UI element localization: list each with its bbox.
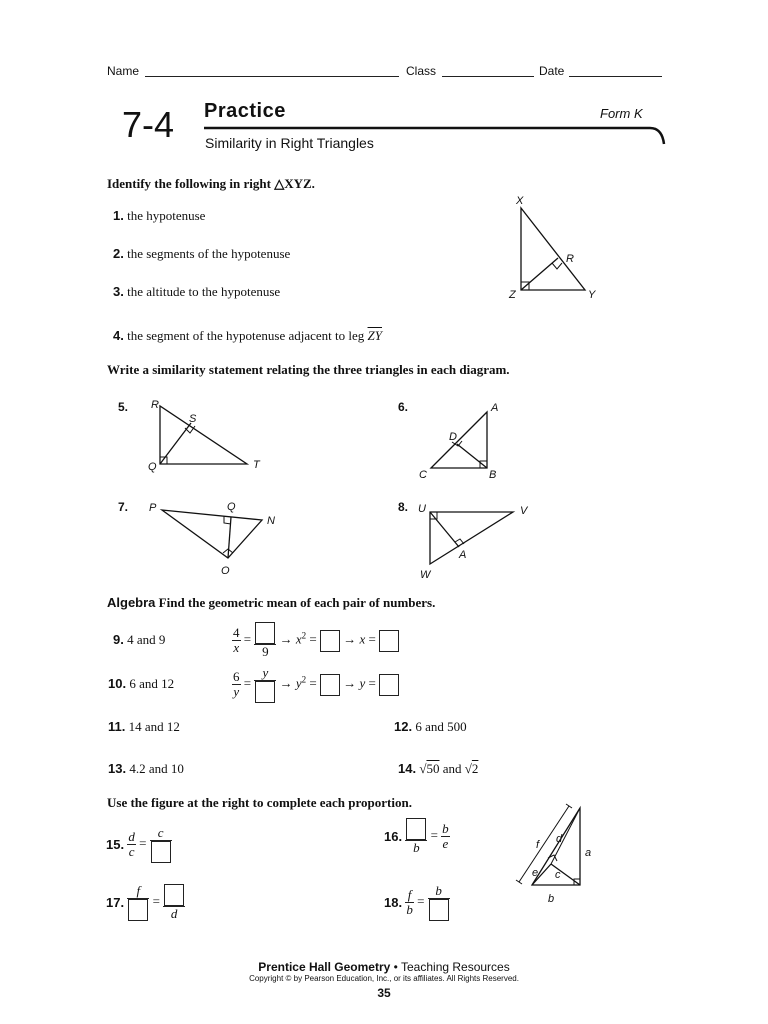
d8-label-a: A	[459, 549, 467, 561]
q9-answer-box-3[interactable]	[379, 630, 399, 652]
class-field[interactable]	[442, 76, 534, 77]
diagram-8	[415, 498, 535, 586]
question-10: 10. 6 and 12	[108, 676, 175, 691]
question-8-number: 8.	[398, 500, 409, 514]
d7-label-n: N	[267, 515, 275, 527]
label-y: Y	[588, 289, 596, 301]
page-number: 35	[377, 986, 391, 1000]
diagram-6	[415, 398, 510, 483]
question-7-number: 7.	[118, 500, 129, 514]
class-label: Class	[406, 64, 437, 78]
question-14: 14. √50 and √2	[398, 761, 479, 776]
form-label: Form K	[600, 106, 643, 121]
d8-label-v: V	[520, 505, 528, 517]
question-16: 16. b = $\frac{b}{e}$	[384, 818, 450, 855]
d5-label-s: S	[189, 413, 197, 425]
question-6-number: 6.	[398, 400, 409, 414]
section2-instruction: Write a similarity statement relating the three triangles in each diagram.	[107, 362, 510, 377]
q10-answer-box-2[interactable]	[320, 674, 340, 696]
fig-label-e: e	[532, 867, 539, 879]
fig-label-f: f	[536, 839, 540, 851]
question-17: 17. f = d	[106, 884, 185, 921]
label-z: Z	[509, 289, 516, 301]
question-2: 2. the segments of the hypotenuse	[113, 246, 291, 261]
question-4: 4. the segment of the hypotenuse adjacent to leg $\overline{ZY}$	[113, 328, 382, 343]
label-r: R	[566, 253, 574, 265]
section3-instruction: Algebra Find the geometric mean of each pair of numbers.	[107, 595, 436, 610]
q16-answer-box[interactable]	[406, 818, 426, 840]
q17-answer-box-2[interactable]	[164, 884, 184, 906]
d7-label-o: O	[221, 565, 230, 577]
d8-label-w: W	[420, 569, 431, 581]
fig-label-b: b	[548, 893, 555, 905]
fig-label-a: a	[585, 847, 592, 859]
fig-label-c: c	[555, 869, 561, 881]
diagram-5	[145, 396, 270, 476]
date-field[interactable]	[569, 76, 662, 77]
q9-answer-box-2[interactable]	[320, 630, 340, 652]
q9-answer-box-1[interactable]	[255, 622, 275, 644]
label-x: X	[516, 195, 524, 207]
q18-answer-box[interactable]	[429, 899, 449, 921]
fig-label-d: d	[556, 833, 563, 845]
question-12: 12. 6 and 500	[394, 719, 467, 734]
d6-label-b: B	[489, 469, 497, 481]
question-5-number: 5.	[118, 400, 129, 414]
question-1: 1. the hypotenuse	[113, 208, 206, 223]
d5-label-r: R	[151, 399, 159, 411]
q10-answer-box-3[interactable]	[379, 674, 399, 696]
name-field[interactable]	[145, 76, 399, 77]
section4-instruction: Use the figure at the right to complete each proportion.	[107, 795, 412, 810]
d6-label-d: D	[449, 431, 457, 443]
triangle-xyz-figure	[505, 192, 605, 307]
lesson-number: 7-4	[122, 104, 175, 145]
segment-zy: $\overline{ZY}$	[367, 328, 382, 343]
d8-label-u: U	[418, 503, 426, 515]
lesson-subtitle: Similarity in Right Triangles	[205, 135, 374, 151]
lesson-title: Practice	[204, 100, 286, 122]
question-13: 13. 4.2 and 10	[108, 761, 184, 776]
footer-title: Prentice Hall Geometry • Teaching Resources	[258, 960, 510, 974]
proportion-figure	[505, 800, 605, 910]
question-15: 15. $\frac{d}{c}$ = c	[106, 826, 172, 863]
question-9: 9. 4 and 9	[113, 632, 166, 647]
d5-label-t: T	[253, 459, 260, 471]
diagram-7	[145, 498, 285, 578]
question-10-work: $\frac{6}{y}$ = y → $y^2$ = → y =	[232, 666, 399, 703]
d5-label-q: Q	[148, 461, 157, 473]
date-label: Date	[539, 64, 565, 78]
footer-copyright: Copyright © by Pearson Education, Inc., or its affiliates. All Rights Reserved.	[249, 974, 519, 983]
question-9-work: $\frac{4}{x}$ = 9 → $x^2$ = → x =	[232, 622, 399, 659]
q15-answer-box[interactable]	[151, 841, 171, 863]
d7-label-p: P	[149, 502, 157, 514]
q17-answer-box-1[interactable]	[128, 899, 148, 921]
d6-label-c: C	[419, 469, 427, 481]
question-18: 18. $\frac{f}{b}$ = b	[384, 884, 450, 921]
q10-answer-box-1[interactable]	[255, 681, 275, 703]
d6-label-a: A	[491, 402, 499, 414]
question-11: 11. 14 and 12	[108, 719, 180, 734]
name-label: Name	[107, 64, 140, 78]
question-3: 3. the altitude to the hypotenuse	[113, 284, 281, 299]
d7-label-q: Q	[227, 501, 236, 513]
section1-instruction: Identify the following in right △XYZ.	[107, 176, 315, 191]
